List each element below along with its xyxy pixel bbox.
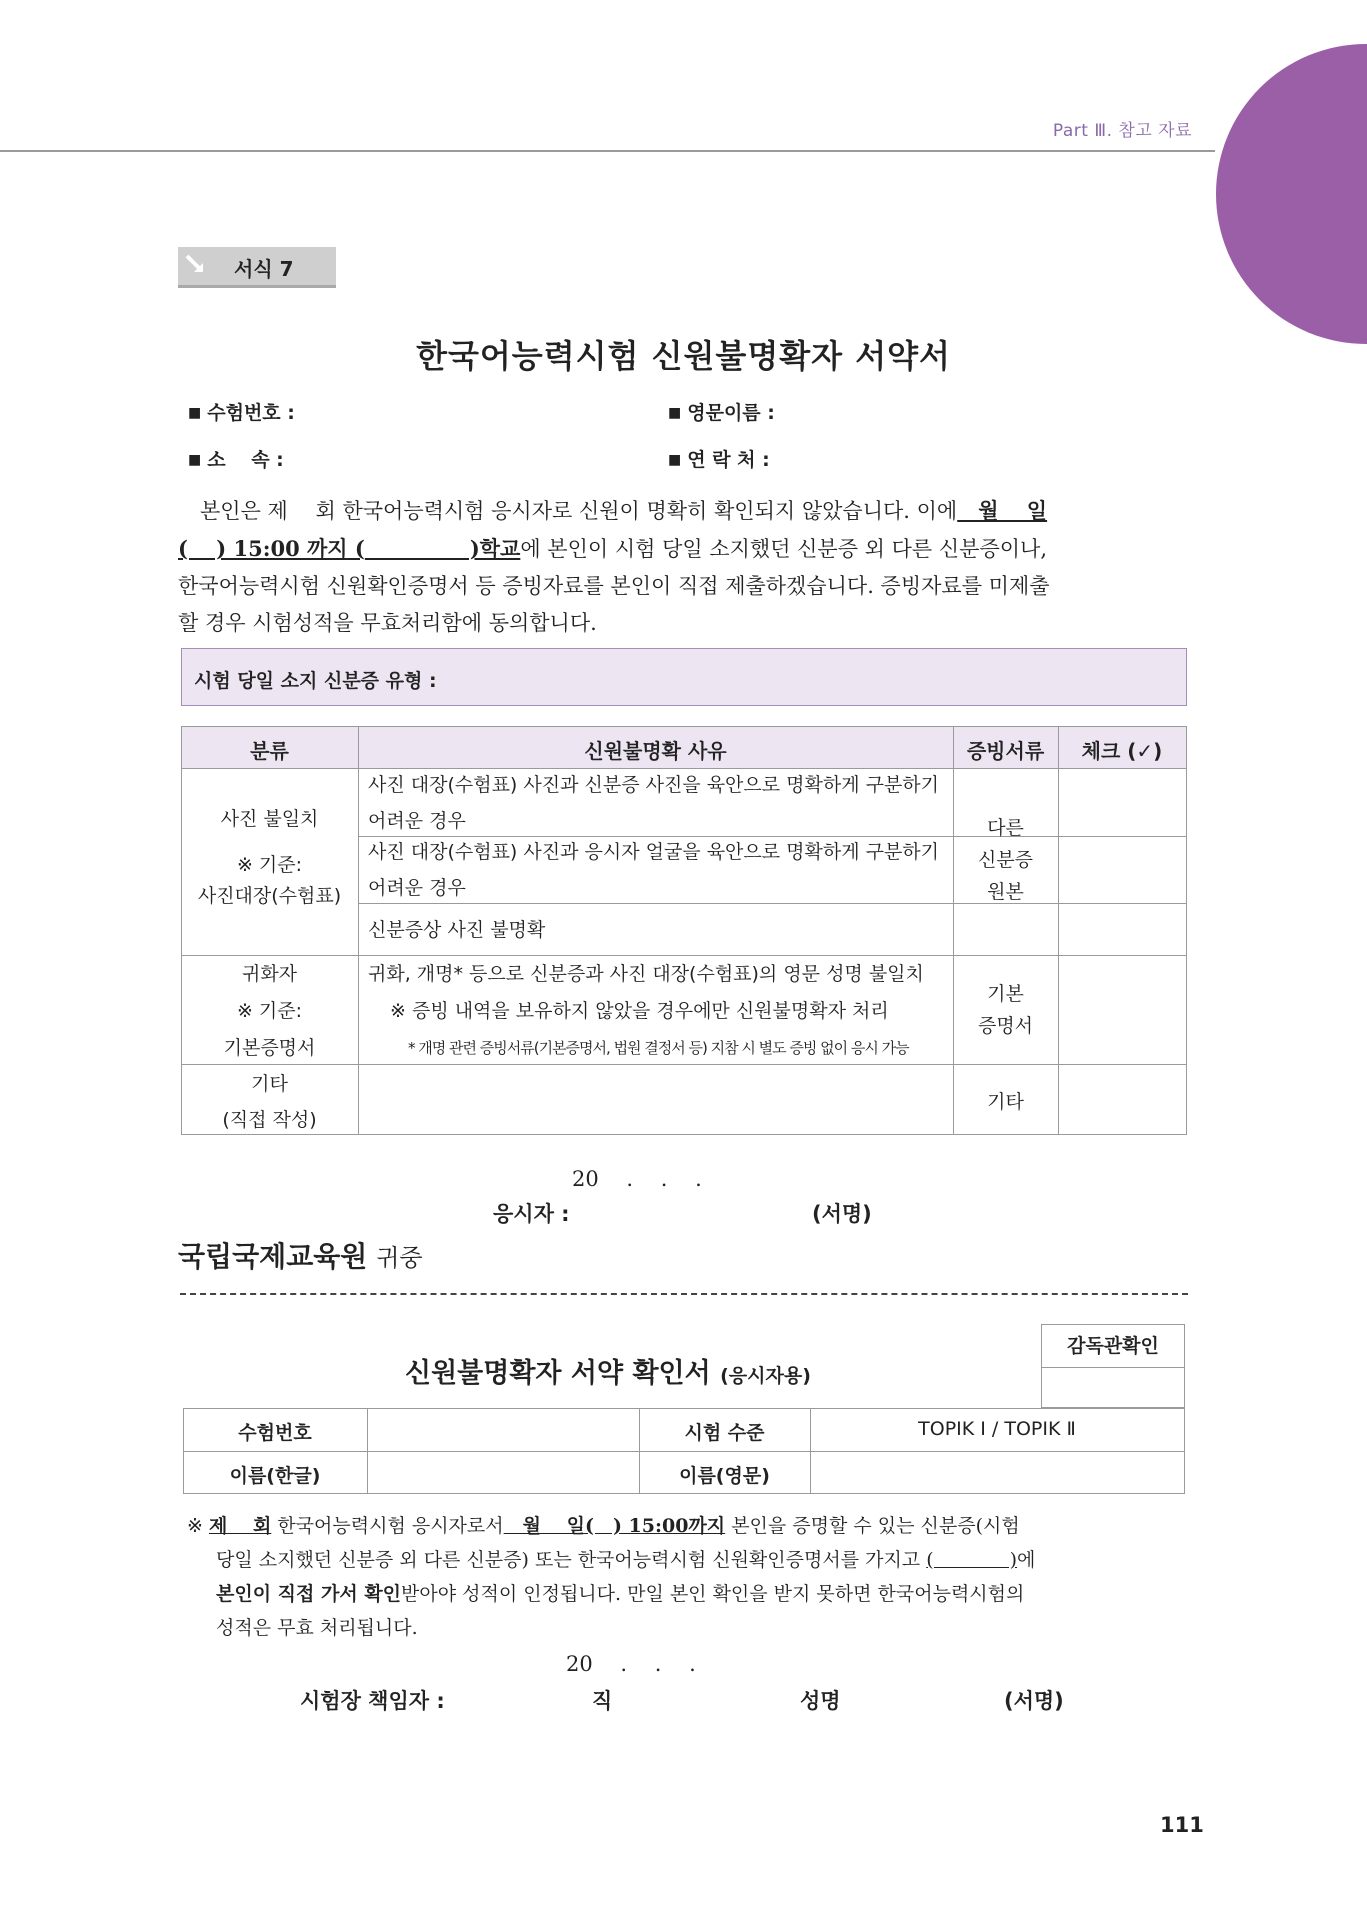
table-border bbox=[183, 1493, 1185, 1494]
doc-text: 원본 bbox=[987, 881, 1024, 903]
reason-naturalized bbox=[368, 956, 948, 1067]
statement-text: 에 본인이 시험 당일 소지했던 신분증 외 다른 신분증이나, bbox=[520, 537, 1047, 561]
reason-text: 어려운 경우 bbox=[368, 877, 466, 899]
note-line: 성적은 무효 처리됩니다. bbox=[216, 1617, 418, 1639]
sign-date: 20 . . . bbox=[572, 1167, 702, 1191]
applicant-label: 응시자 : bbox=[493, 1202, 570, 1226]
bullet-icon: ■ bbox=[668, 452, 682, 468]
deadline-blank: 월 일( ) 15:00까지 bbox=[503, 1515, 726, 1537]
field-label: 영문이름 : bbox=[687, 402, 775, 424]
doc-other: 기타 bbox=[987, 1091, 1024, 1113]
field-affiliation bbox=[188, 445, 284, 472]
note-line bbox=[187, 1577, 1189, 1611]
field-contact bbox=[668, 445, 770, 472]
check-cell[interactable] bbox=[1059, 1065, 1186, 1134]
label-english-name: 이름(영문) bbox=[679, 1465, 770, 1487]
cut-line bbox=[180, 1293, 1188, 1295]
reason-text: 어려운 경우 bbox=[368, 810, 466, 832]
statement-text: 본인은 제 회 한국어능력시험 응시자로 신원이 명확히 확인되지 않았습니다. 이에 bbox=[200, 499, 958, 523]
supervisor-label: 감독관확인 bbox=[1042, 1325, 1184, 1368]
reason-photo-2 bbox=[368, 834, 948, 906]
note-emphasis: 본인이 직접 가서 확인 bbox=[216, 1583, 402, 1605]
statement-line bbox=[178, 530, 1190, 568]
reason-text: 사진 대장(수험표) 사진과 응시자 얼굴을 육안으로 명확하게 구분하기 bbox=[368, 841, 940, 863]
note-mark: ※ bbox=[187, 1515, 203, 1537]
reason-photo-3: 신분증상 사진 불명확 bbox=[368, 919, 546, 941]
part-header: Part Ⅲ. 참고 자료 bbox=[1052, 121, 1192, 141]
header-category: 분류 bbox=[250, 739, 289, 763]
test-level-value: TOPIK Ⅰ / TOPIK Ⅱ bbox=[918, 1418, 1076, 1440]
doc-photo bbox=[953, 812, 1058, 908]
header-decoration bbox=[1216, 44, 1367, 344]
deadline-blank: ( ) 15:00 까지 ( bbox=[178, 536, 365, 561]
field-label: 연 락 처 : bbox=[687, 449, 770, 471]
statement-line bbox=[178, 492, 1190, 530]
confirm-note bbox=[187, 1509, 1189, 1645]
category-label: 사진 불일치 bbox=[220, 808, 319, 830]
note-text: 받아야 성적이 인정됩니다. 만일 본인 확인을 받지 못하면 한국어능력시험의 bbox=[401, 1583, 1025, 1605]
category-basis: 사진대장(수험표) bbox=[197, 885, 342, 907]
field-english-name bbox=[668, 398, 775, 425]
table-border bbox=[1186, 726, 1187, 1135]
school-blank: )학교 bbox=[364, 536, 521, 561]
page-number: 111 bbox=[1160, 1813, 1204, 1837]
supervisor-stamp-area[interactable] bbox=[1042, 1368, 1184, 1409]
recipient bbox=[178, 1235, 423, 1275]
position-label: 직 bbox=[592, 1689, 613, 1713]
recipient-org: 국립국제교육원 bbox=[178, 1240, 368, 1273]
header-reason: 신원불명확 사유 bbox=[584, 739, 727, 763]
field-label: 수험번호 : bbox=[207, 402, 295, 424]
recipient-suffix: 귀중 bbox=[376, 1244, 423, 1272]
reason-other-input[interactable] bbox=[359, 1065, 953, 1134]
check-cell[interactable] bbox=[1059, 904, 1186, 955]
category-criterion: ※ 기준: bbox=[236, 1000, 303, 1022]
category-naturalized bbox=[181, 956, 358, 1067]
reason-text: 귀화, 개명* 등으로 신분증과 사진 대장(수험표)의 영문 성명 불일치 bbox=[368, 963, 924, 985]
page-title: 한국어능력시험 신원불명확자 서약서 bbox=[416, 337, 951, 375]
manager-signature: (서명) bbox=[1004, 1689, 1064, 1713]
manager-label: 시험장 책임자 : bbox=[300, 1689, 445, 1713]
category-basis: 기본증명서 bbox=[223, 1037, 316, 1059]
confirm-table bbox=[183, 1408, 1185, 1494]
place-blank: ( ) bbox=[926, 1549, 1018, 1571]
category-label: 귀화자 bbox=[241, 963, 298, 985]
note-text: 당일 소지했던 신분증 외 다른 신분증) 또는 한국어능력시험 신원확인증명서를 가지고 bbox=[216, 1549, 927, 1571]
header-check: 체크 (✓) bbox=[1081, 739, 1163, 763]
check-cell[interactable] bbox=[1059, 837, 1186, 903]
korean-name-field[interactable] bbox=[368, 1452, 638, 1493]
field-exam-number bbox=[188, 398, 295, 425]
bullet-icon: ■ bbox=[188, 452, 202, 468]
pledge-statement bbox=[178, 492, 1190, 642]
doc-text: 다른 bbox=[987, 817, 1024, 839]
reason-footnote: * 개명 관련 증빙서류(기본증명서, 법원 결정서 등) 지참 시 별도 증빙 없이 응시 가능 bbox=[408, 1039, 909, 1057]
note-line bbox=[187, 1509, 1189, 1543]
table-border bbox=[183, 1408, 1185, 1409]
exam-number-field[interactable] bbox=[368, 1409, 638, 1451]
doc-text: 신분증 bbox=[977, 849, 1034, 871]
category-photo bbox=[181, 796, 358, 910]
id-type-label: 시험 당일 소지 신분증 유형 : bbox=[194, 670, 437, 692]
applicant-signature: (서명) bbox=[812, 1202, 872, 1226]
confirm-title-text: 신원불명확자 서약 확인서 bbox=[405, 1358, 711, 1389]
supervisor-box bbox=[1041, 1324, 1185, 1408]
table-border bbox=[1184, 1408, 1185, 1494]
note-line bbox=[187, 1543, 1189, 1577]
label-exam-number: 수험번호 bbox=[238, 1422, 312, 1444]
check-cell[interactable] bbox=[1059, 956, 1186, 1064]
arrow-icon bbox=[184, 253, 208, 277]
reason-photo-1 bbox=[368, 767, 948, 839]
round-blank: 제 회 bbox=[208, 1515, 272, 1537]
bullet-icon: ■ bbox=[668, 405, 682, 421]
label-test-level: 시험 수준 bbox=[684, 1422, 765, 1444]
reason-text: 사진 대장(수험표) 사진과 신분증 사진을 육안으로 명확하게 구분하기 bbox=[368, 774, 940, 796]
reason-table bbox=[181, 726, 1187, 1135]
note-text: 에 bbox=[1017, 1549, 1036, 1571]
category-other bbox=[181, 1066, 358, 1138]
english-name-field[interactable] bbox=[811, 1452, 1184, 1493]
name-label: 성명 bbox=[800, 1689, 841, 1713]
doc-naturalized bbox=[953, 978, 1058, 1042]
id-type-box bbox=[181, 648, 1187, 706]
category-label: 기타 bbox=[251, 1073, 288, 1095]
table-border bbox=[181, 726, 1187, 727]
form-tag-label: 서식 7 bbox=[234, 257, 294, 281]
doc-text: 기본 bbox=[987, 983, 1024, 1005]
confirm-title bbox=[405, 1351, 811, 1390]
label-korean-name: 이름(한글) bbox=[229, 1465, 321, 1487]
header-document: 증빙서류 bbox=[966, 739, 1045, 763]
note-text: 한국어능력시험 응시자로서 bbox=[271, 1515, 504, 1537]
note-text: 본인을 증명할 수 있는 신분증(시험 bbox=[725, 1515, 1020, 1537]
table-border bbox=[953, 726, 954, 1135]
form-tag bbox=[178, 247, 336, 288]
date-blank: 월 일 bbox=[957, 498, 1048, 523]
statement-line: 할 경우 시험성적을 무효처리함에 동의합니다. bbox=[178, 611, 597, 635]
reason-note: ※ 증빙 내역을 보유하지 않았을 경우에만 신원불명확자 처리 bbox=[390, 1000, 889, 1022]
check-cell[interactable] bbox=[1059, 769, 1186, 836]
field-label: 소 속 : bbox=[207, 449, 284, 471]
header-rule bbox=[0, 150, 1215, 152]
doc-text: 증명서 bbox=[977, 1015, 1034, 1037]
statement-line: 한국어능력시험 신원확인증명서 등 증빙자료를 본인이 직접 제출하겠습니다. 증빙자료를 미제출 bbox=[178, 574, 1050, 598]
confirm-date: 20 . . . bbox=[566, 1652, 696, 1676]
bullet-icon: ■ bbox=[188, 405, 202, 421]
category-criterion: ※ 기준: bbox=[236, 854, 303, 876]
confirm-title-sub: (응시자용) bbox=[720, 1365, 811, 1387]
category-note: (직접 작성) bbox=[222, 1109, 317, 1131]
